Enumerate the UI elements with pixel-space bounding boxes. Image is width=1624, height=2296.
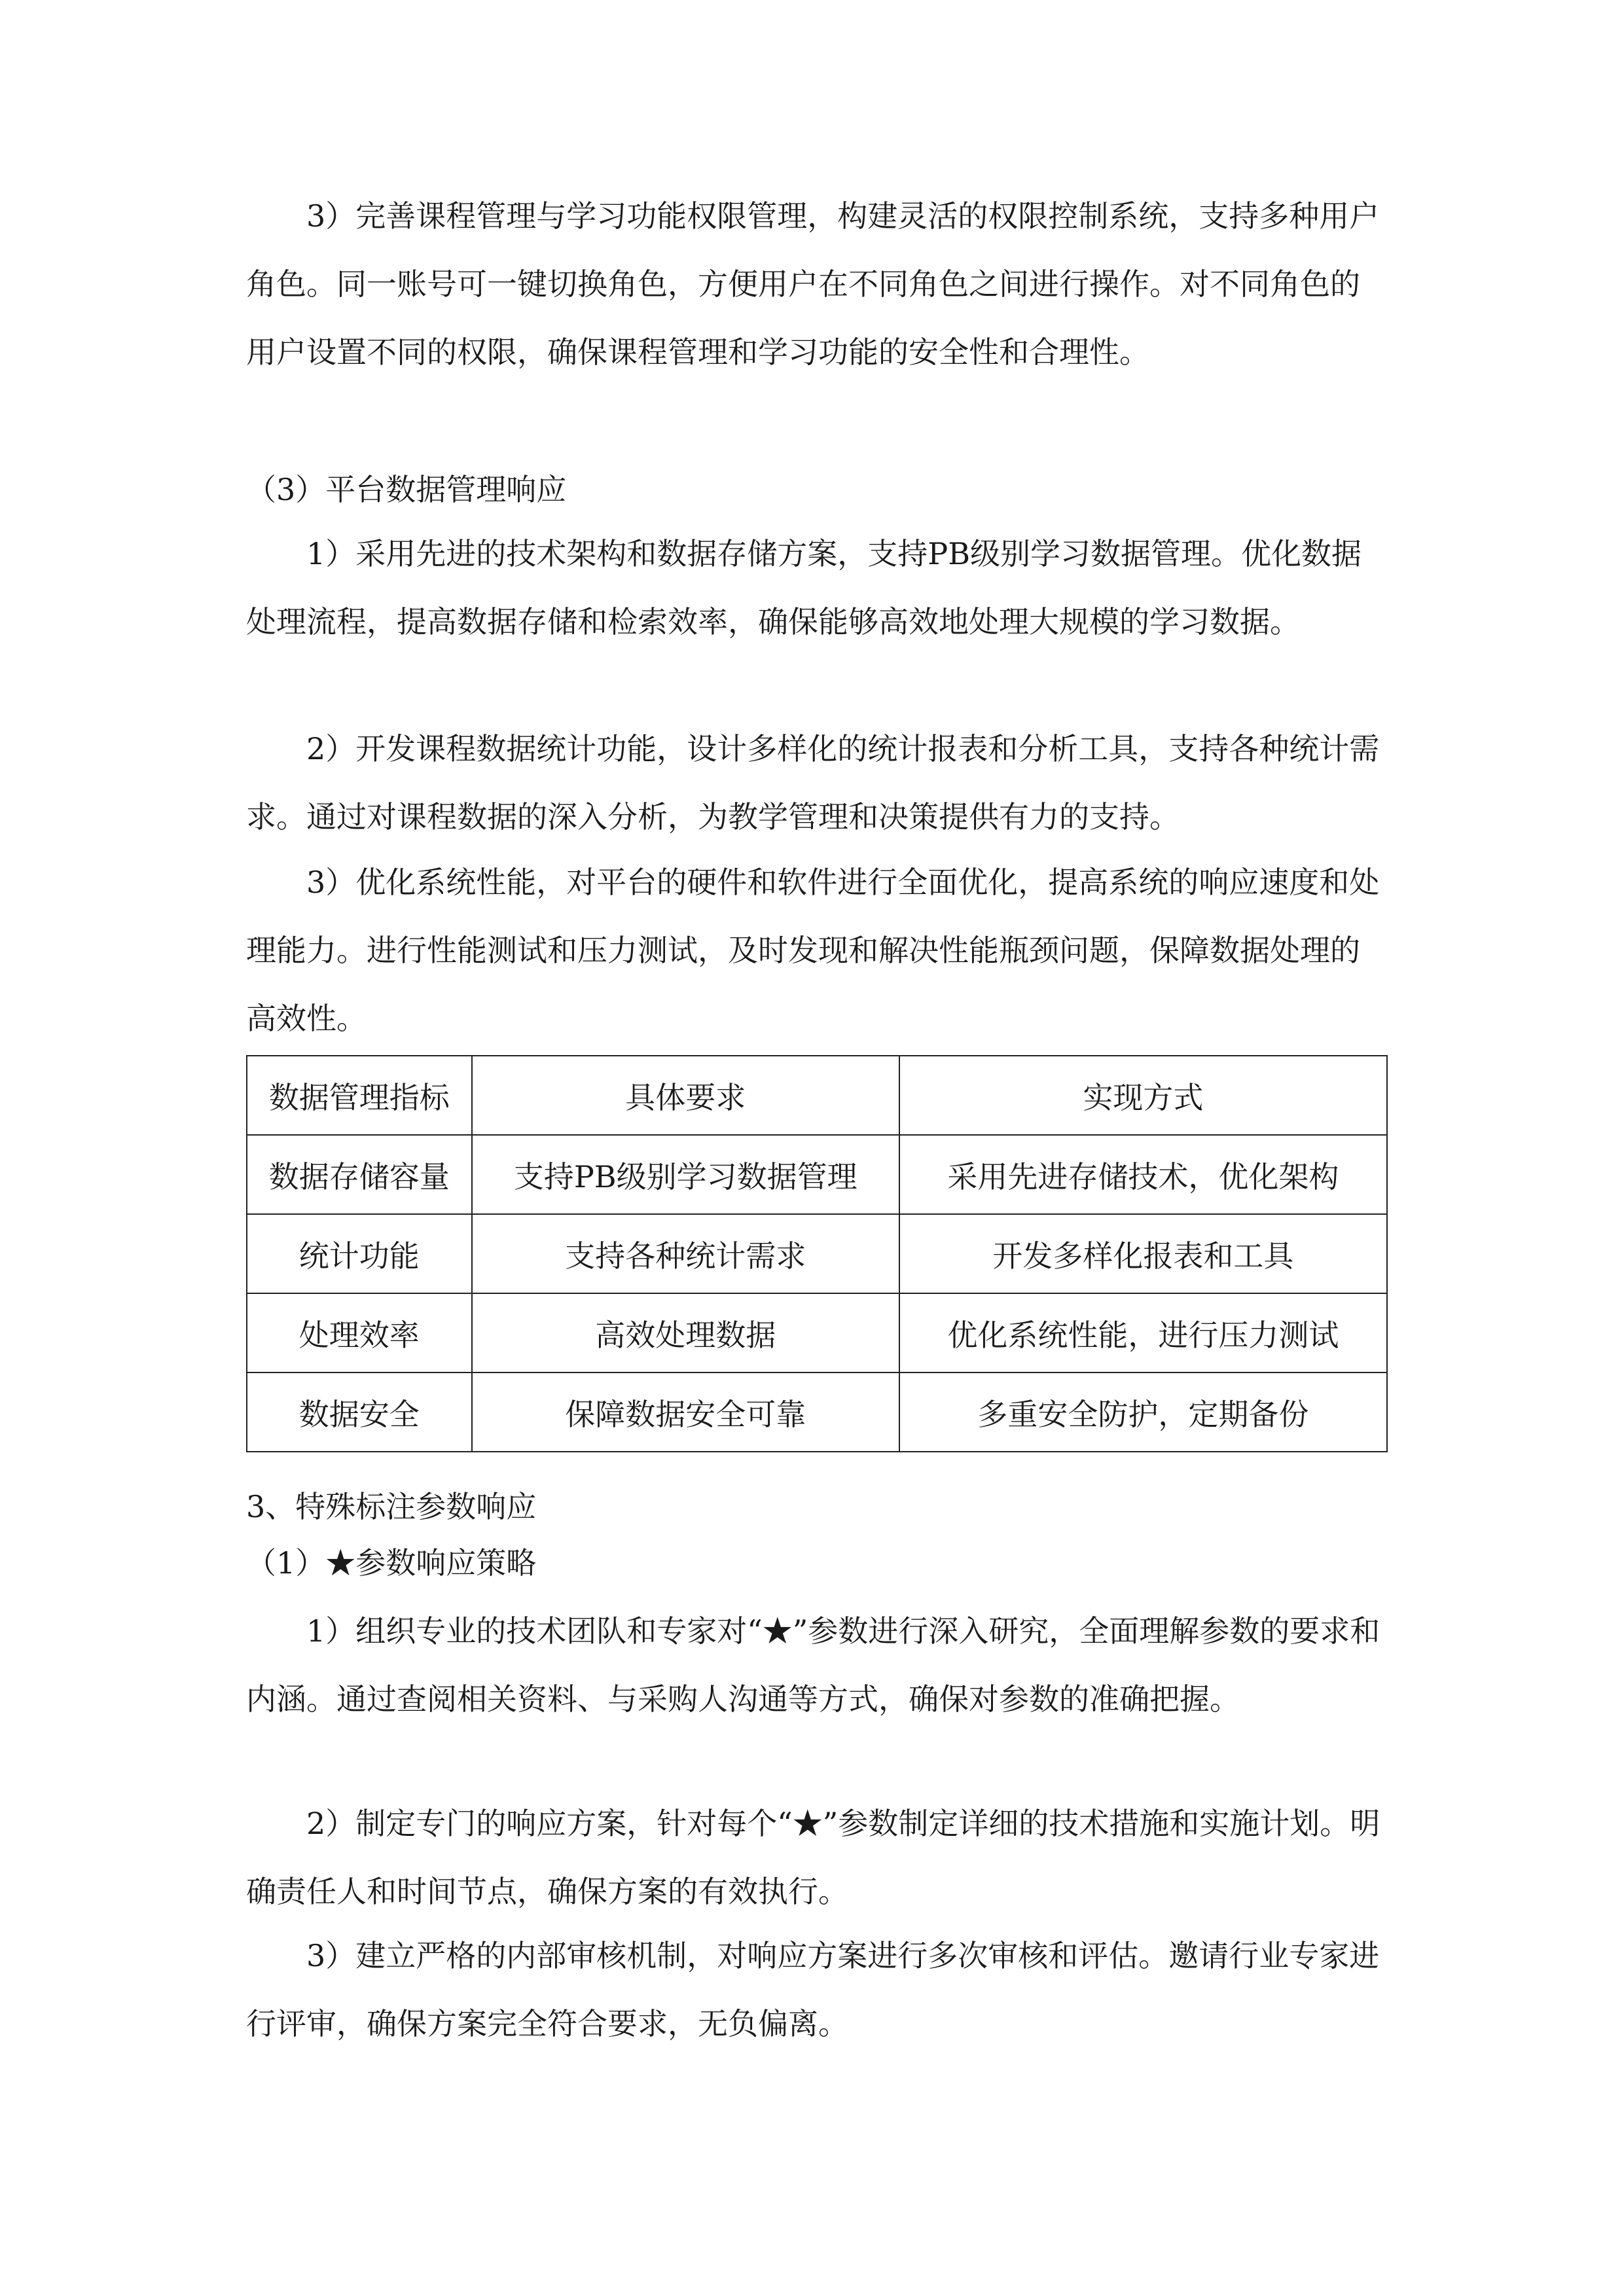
section-heading-star-strategy: （1）★参数响应策略 bbox=[246, 1545, 537, 1581]
table-header-cell: 具体要求 bbox=[472, 1056, 899, 1135]
table-cell: 高效处理数据 bbox=[472, 1293, 899, 1372]
paragraph-review: 3）建立严格的内部审核机制，对响应方案进行多次审核和评估。邀请行业专家进行评审，确保方案完全符合要求，无负偏离。 bbox=[246, 1938, 1380, 2041]
table-cell: 数据存储容量 bbox=[247, 1135, 472, 1214]
table-cell: 采用先进存储技术，优化架构 bbox=[899, 1135, 1387, 1214]
paragraph-statistics: 2）开发课程数据统计功能，设计多样化的统计报表和分析工具，支持各种统计需求。通过对课程数据的深入分析，为教学管理和决策提供有力的支持。 bbox=[246, 731, 1380, 834]
paragraph-architecture: 1）采用先进的技术架构和数据存储方案，支持PB级别学习数据管理。优化数据处理流程，提高数据存储和检索效率，确保能够高效地处理大规模的学习数据。 bbox=[246, 536, 1362, 639]
table-row bbox=[247, 1135, 1387, 1214]
table-cell: 保障数据安全可靠 bbox=[472, 1372, 899, 1452]
table-row bbox=[247, 1293, 1387, 1372]
table-cell: 开发多样化报表和工具 bbox=[899, 1214, 1387, 1293]
table-header-cell: 数据管理指标 bbox=[247, 1056, 472, 1135]
section-heading-platform-data: （3）平台数据管理响应 bbox=[246, 472, 567, 507]
table-cell: 处理效率 bbox=[247, 1293, 472, 1372]
table-cell: 支持PB级别学习数据管理 bbox=[472, 1135, 899, 1214]
data-management-table bbox=[246, 1055, 1388, 1452]
table-cell: 数据安全 bbox=[247, 1372, 472, 1452]
table-row bbox=[247, 1214, 1387, 1293]
paragraph-performance: 3）优化系统性能，对平台的硬件和软件进行全面优化，提高系统的响应速度和处理能力。进行性能测试和压力测试，及时发现和解决性能瓶颈问题，保障数据处理的高效性。 bbox=[246, 865, 1380, 1036]
paragraph-response-plan: 2）制定专门的响应方案，针对每个“★”参数制定详细的技术措施和实施计划。明确责任人和时间节点，确保方案的有效执行。 bbox=[246, 1806, 1380, 1909]
table-cell: 优化系统性能，进行压力测试 bbox=[899, 1293, 1387, 1372]
paragraph-research: 1）组织专业的技术团队和专家对“★”参数进行深入研究，全面理解参数的要求和内涵。通过查阅相关资料、与采购人沟通等方式，确保对参数的准确把握。 bbox=[246, 1613, 1380, 1717]
section-heading-special-params: 3、特殊标注参数响应 bbox=[246, 1489, 537, 1524]
table-cell: 支持各种统计需求 bbox=[472, 1214, 899, 1293]
table-header-row bbox=[247, 1056, 1387, 1135]
paragraph-permission-management: 3）完善课程管理与学习功能权限管理，构建灵活的权限控制系统，支持多种用户角色。同一账号可一键切换角色，方便用户在不同角色之间进行操作。对不同角色的用户设置不同的权限，确保课程管理和学习功能的安全性和合理性。 bbox=[246, 198, 1380, 370]
table-header-cell: 实现方式 bbox=[899, 1056, 1387, 1135]
table-cell: 统计功能 bbox=[247, 1214, 472, 1293]
table-row bbox=[247, 1372, 1387, 1452]
table-cell: 多重安全防护，定期备份 bbox=[899, 1372, 1387, 1452]
